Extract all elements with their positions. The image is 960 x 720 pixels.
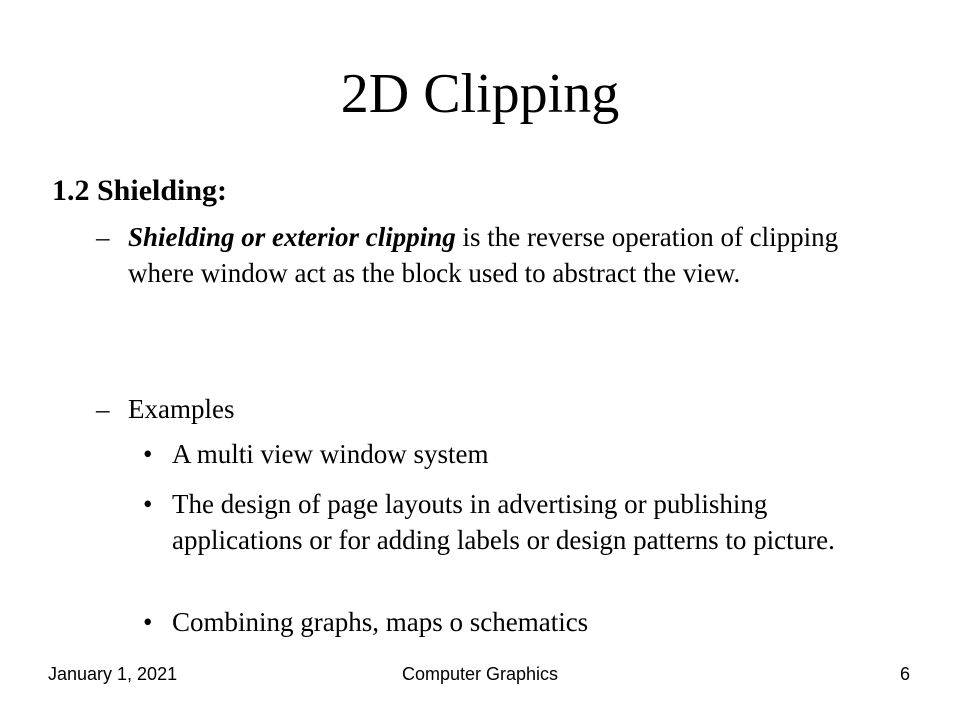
emphasis-term: Shielding or exterior clipping [128,222,456,252]
bullet-item [143,486,903,558]
slide-title: 2D Clipping [340,63,620,125]
section-heading: 1.2 Shielding: [52,174,228,207]
bullet-marker: • [143,489,153,519]
dash-marker: – [96,394,110,424]
definition-body: is the reverse operation of clipping where window act as the block used to abstract the view. [128,222,839,288]
bullet-marker: • [143,607,153,637]
definition-text [128,219,896,291]
dash-item-definition [96,219,896,291]
bullet-text: A multi view window system [172,439,489,469]
examples-label: Examples [128,394,235,424]
dash-marker: – [96,222,110,252]
bullet-item [143,436,903,472]
bullet-text: Combining graphs, maps o schematics [172,607,589,637]
footer-page-number: 6 [899,664,910,684]
footer-date: January 1, 2021 [48,664,178,684]
bullet-marker: • [143,439,153,469]
bullet-text: The design of page layouts in advertising or publishing applications or for adding labels or design patterns to picture. [172,489,835,555]
bullet-item [143,604,903,640]
footer-title: Computer Graphics [401,664,559,684]
dash-item-examples [96,391,896,427]
